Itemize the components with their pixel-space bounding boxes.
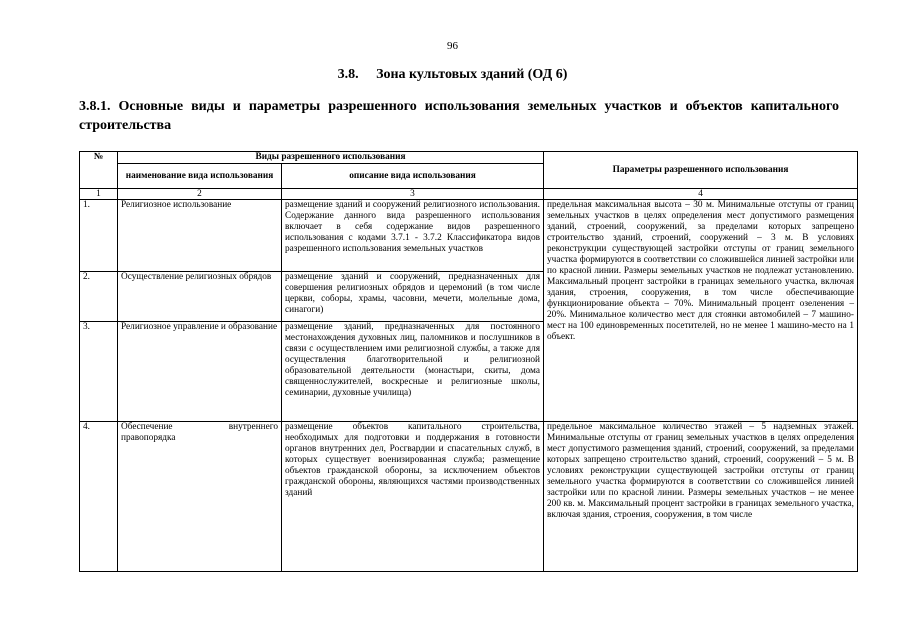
row-number: 3. [80, 322, 118, 422]
row-description: размещение зданий и сооружений религиозного использования. Содержание данного вида разрешенного использования включает в себя содержание видов разрешенного использования с кодами 3.7.1 - 3.7.2 Классификатора видов разрешенного использования земельных участков [282, 200, 544, 272]
header-description: описание вида использования [282, 164, 544, 189]
row-name: Религиозное использование [118, 200, 282, 272]
row-name: Обеспечение внутреннего правопорядка [118, 422, 282, 572]
row-number: 2. [80, 272, 118, 322]
row-name: Религиозное управление и образование [118, 322, 282, 422]
row-description: размещение зданий и сооружений, предназначенных для совершения религиозных обрядов и церемоний (в том числе церкви, соборы, храмы, часовни, мечети, молельные дома, синагоги) [282, 272, 544, 322]
section-name: Зона культовых зданий (ОД 6) [376, 67, 568, 82]
section-number: 3.8. [337, 67, 359, 82]
permitted-use-table [79, 151, 858, 572]
header-kinds-group: Виды разрешенного использования [118, 152, 544, 164]
row-name: Осуществление религиозных обрядов [118, 272, 282, 322]
header-number: № [80, 152, 118, 189]
column-number-4: 4 [544, 189, 858, 200]
row-parameters: предельное максимальное количество этажей – 5 надземных этажей. Минимальные отступы от границ земельных участков в целях определения мест допустимого размещения зданий, строений, сооружений, за пределами которых запрещено строительство зданий, строений, сооружений – 5 м. В условиях реконструкции существующей застройки отступы от границ земельного участка формируются в соответствии со сложившейся линией застройки или по красной линии. Размеры земельных участков – не менее 200 кв. м. Максимальный процент застройки в границах земельного участка, включая здания, строения, сооружения, в том числе [544, 422, 858, 572]
table-row [80, 422, 858, 572]
row-parameters: предельная максимальная высота – 30 м. Минимальные отступы от границ земельных участков в целях определения мест допустимого размещения зданий, строений, сооружений, за пределами которых запрещено строительство зданий, строений, сооружений – 3 м. В условиях реконструкции существующей застройки отступы от границ земельного участка формируются в соответствии со сложившейся линией застройки или по красной линии. Размеры земельных участков не подлежат установлению. Максимальный процент застройки в границах земельного участка, включая здания, строения, сооружения, в том числе обеспечивающие функционирование объекта – 70%. Минимальный процент озеленения – 20%. Минимальное количество мест для стоянки автомобилей – 7 машино-мест на 100 единовременных посетителей, но не менее 1 машино-место на 1 объект. [544, 200, 858, 422]
subsection-title: 3.8.1. Основные виды и параметры разрешенного использования земельных участков и объектов капитального строительства [79, 99, 839, 133]
page-number: 96 [447, 40, 458, 52]
row-description: размещение объектов капитального строительства, необходимых для подготовки и поддержания в готовности органов внутренних дел, Росгвардии и спасательных служб, в которых существует военизированная служба; размещение объектов гражданской обороны, за исключением объектов гражданской обороны, являющихся частями производственных зданий [282, 422, 544, 572]
header-parameters: Параметры разрешенного использования [544, 152, 858, 189]
column-number-3: 3 [282, 189, 544, 200]
section-title [0, 67, 905, 83]
column-number-2: 2 [118, 189, 282, 200]
row-description: размещение зданий, предназначенных для постоянного местонахождения духовных лиц, паломников и послушников в связи с осуществлением ими религиозной службы, а также для осуществления благотворительной и религиозной образовательной деятельности (монастыри, скиты, дома священнослужителей, воскресные и религиозные школы, семинарии, духовные училища) [282, 322, 544, 422]
column-number-1: 1 [80, 189, 118, 200]
row-number: 4. [80, 422, 118, 572]
header-name: наименование вида использования [118, 164, 282, 189]
table-row [80, 200, 858, 272]
row-number: 1. [80, 200, 118, 272]
